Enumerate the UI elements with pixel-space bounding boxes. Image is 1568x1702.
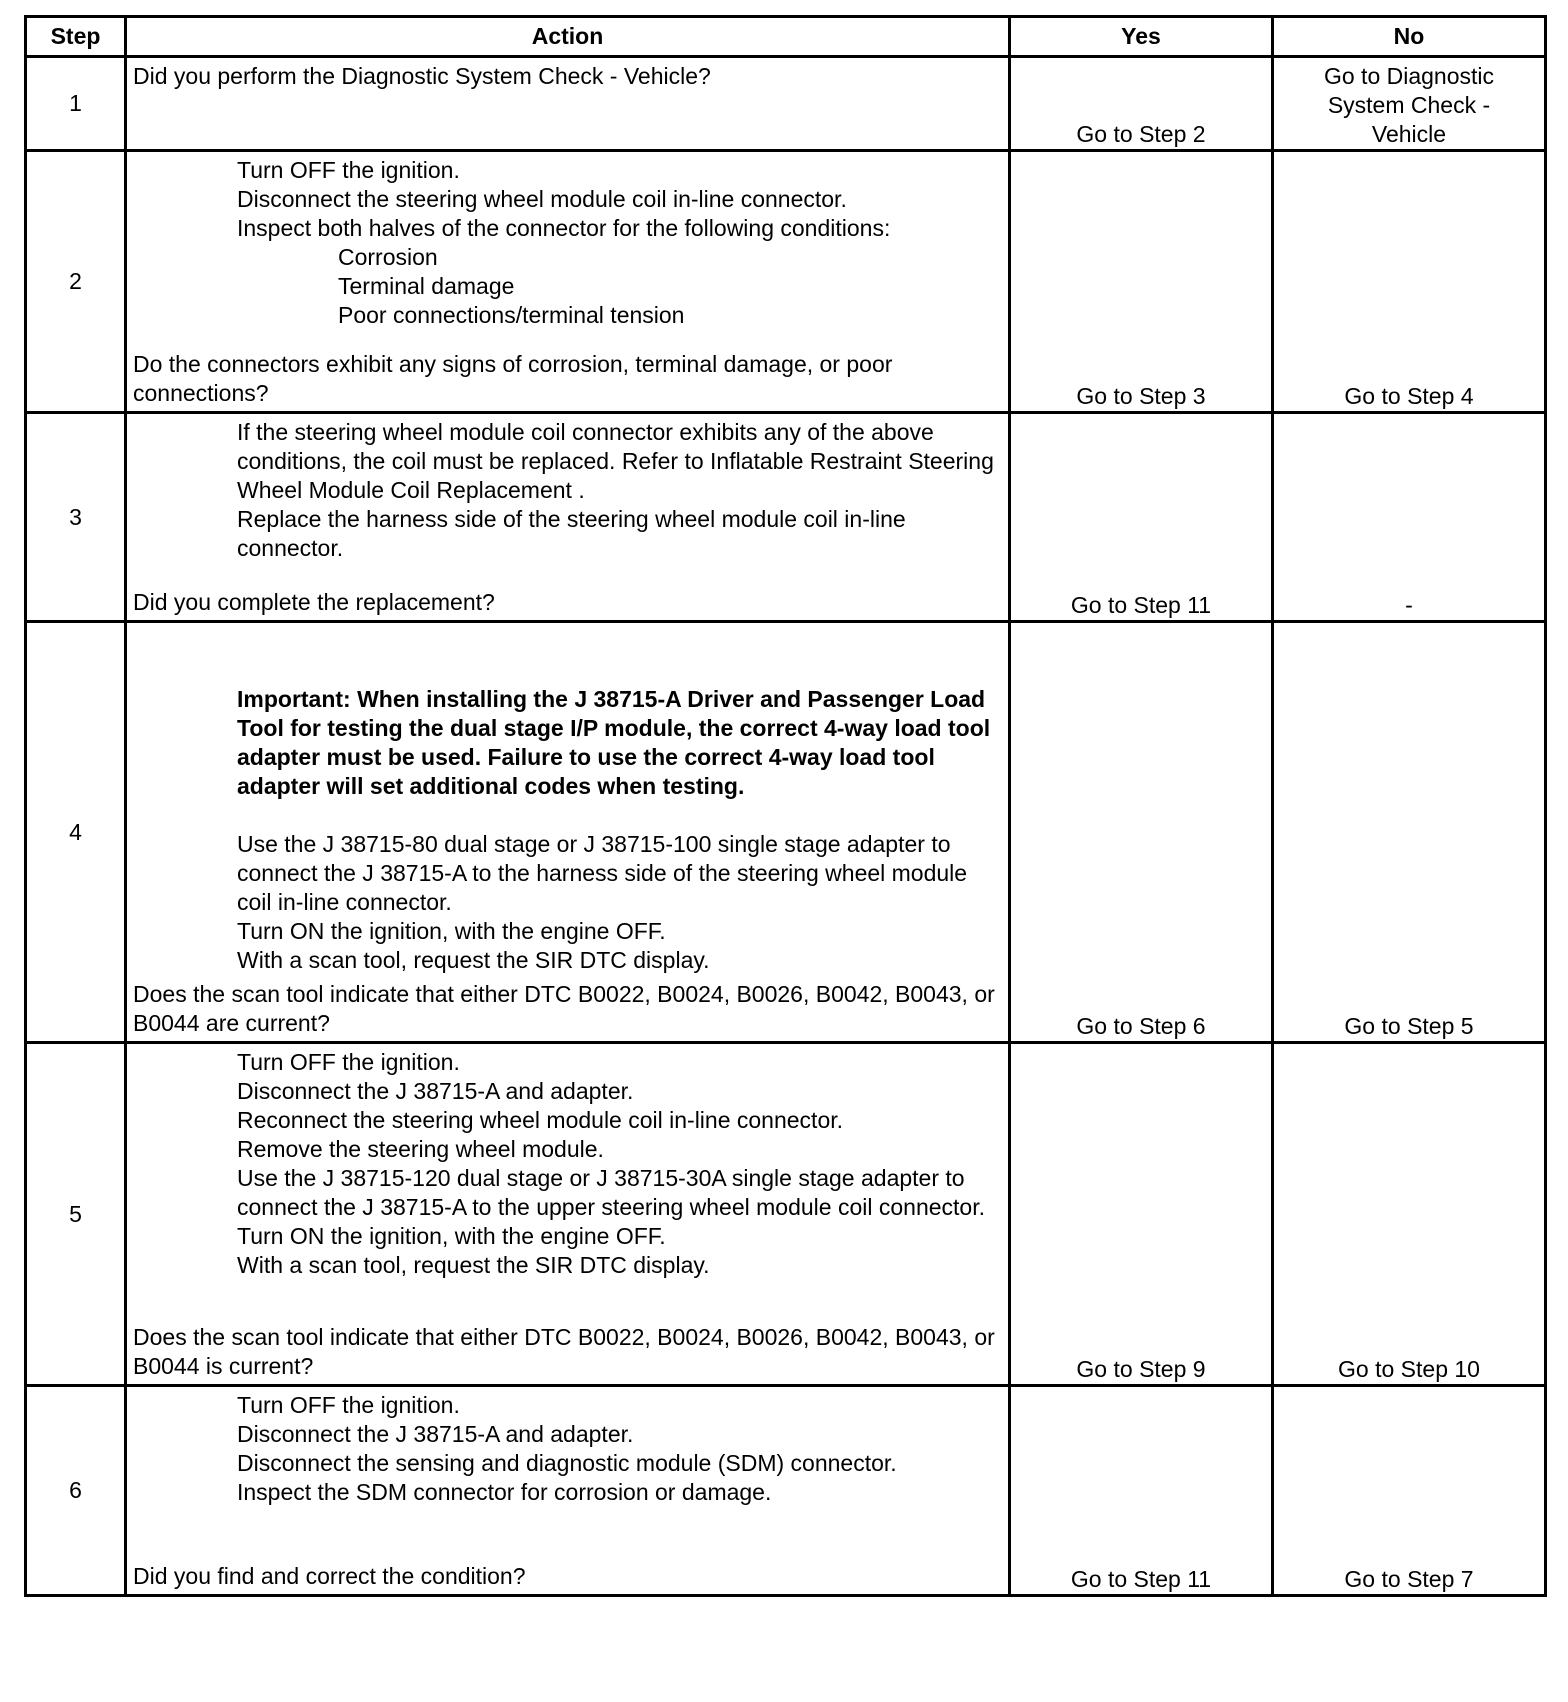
table-header-row bbox=[26, 17, 1546, 57]
no-result-text: Go to Diagnostic System Check - Vehicle bbox=[1323, 63, 1495, 147]
no-result: Go to Step 10 bbox=[1273, 1043, 1546, 1386]
action-item: Inspect both halves of the connector for the following conditions: bbox=[237, 215, 891, 241]
action-item: With a scan tool, request the SIR DTC display. bbox=[237, 947, 710, 973]
question-text: Did you find and correct the condition? bbox=[133, 1563, 526, 1589]
question-text: Does the scan tool indicate that either DTC B0022, B0024, B0026, B0042, B0043, or B0044 is current? bbox=[133, 1324, 995, 1379]
action-item: Inspect the SDM connector for corrosion or damage. bbox=[237, 1479, 772, 1505]
question-text: Does the scan tool indicate that either DTC B0022, B0024, B0026, B0042, B0043, or B0044 are current? bbox=[133, 981, 995, 1036]
header-yes: Yes bbox=[1010, 17, 1273, 57]
action-cell bbox=[126, 413, 1010, 622]
yes-result: Go to Step 3 bbox=[1010, 151, 1273, 413]
no-result: - bbox=[1273, 413, 1546, 622]
action-item: If the steering wheel module coil connector exhibits any of the above conditions, the coil must be replaced. Refer to Inflatable Restraint Steering Wheel Module Coil Replacement . bbox=[237, 419, 994, 503]
diagnostic-table bbox=[24, 15, 1547, 1597]
table-row-step-4 bbox=[26, 622, 1546, 1043]
action-item: Use the J 38715-120 dual stage or J 38715-30A single stage adapter to connect the J 38715-A to the upper steering wheel module coil connector. bbox=[237, 1165, 985, 1220]
action-item: Replace the harness side of the steering wheel module coil in-line connector. bbox=[237, 506, 906, 561]
action-item: Disconnect the sensing and diagnostic module (SDM) connector. bbox=[237, 1450, 897, 1476]
action-cell bbox=[126, 151, 1010, 413]
diagnostic-table-sheet bbox=[24, 15, 1544, 1597]
action-cell bbox=[126, 1386, 1010, 1596]
condition-item: Poor connections/terminal tension bbox=[338, 302, 685, 328]
condition-list bbox=[237, 243, 1004, 330]
action-list bbox=[133, 1048, 1004, 1280]
no-result bbox=[1273, 57, 1546, 151]
action-item: Remove the steering wheel module. bbox=[237, 1136, 604, 1162]
condition-item: Corrosion bbox=[338, 244, 438, 270]
action-item: Disconnect the J 38715-A and adapter. bbox=[237, 1078, 634, 1104]
action-list bbox=[133, 627, 1004, 975]
yes-result: Go to Step 11 bbox=[1010, 413, 1273, 622]
action-cell bbox=[126, 622, 1010, 1043]
action-item: Turn ON the ignition, with the engine OFF. bbox=[237, 918, 666, 944]
header-no: No bbox=[1273, 17, 1546, 57]
table-row-step-6 bbox=[26, 1386, 1546, 1596]
header-step: Step bbox=[26, 17, 126, 57]
important-note: Important: When installing the J 38715-A Driver and Passenger Load Tool for testing the dual stage I/P module, the correct 4-way load tool adapter must be used. Failure to use the correct 4-way load tool adapter will set additional codes when testing. bbox=[237, 686, 991, 799]
action-item: Turn ON the ignition, with the engine OFF. bbox=[237, 1223, 666, 1249]
no-result: Go to Step 5 bbox=[1273, 622, 1546, 1043]
action-item: Turn OFF the ignition. bbox=[237, 1049, 460, 1075]
yes-result: Go to Step 11 bbox=[1010, 1386, 1273, 1596]
no-result: Go to Step 4 bbox=[1273, 151, 1546, 413]
question-text: Do the connectors exhibit any signs of corrosion, terminal damage, or poor connections? bbox=[133, 351, 893, 406]
action-item: Reconnect the steering wheel module coil in-line connector. bbox=[237, 1107, 844, 1133]
step-number: 6 bbox=[26, 1386, 126, 1596]
action-list bbox=[133, 1391, 1004, 1507]
no-result: Go to Step 7 bbox=[1273, 1386, 1546, 1596]
step-number: 2 bbox=[26, 151, 126, 413]
action-cell bbox=[126, 57, 1010, 151]
action-item: Use the J 38715-80 dual stage or J 38715-100 single stage adapter to connect the J 38715-A to the harness side of the steering wheel module coil in-line connector. bbox=[237, 831, 968, 915]
action-item: Disconnect the steering wheel module coil in-line connector. bbox=[237, 186, 847, 212]
condition-item: Terminal damage bbox=[338, 273, 515, 299]
table-row-step-3 bbox=[26, 413, 1546, 622]
action-cell bbox=[126, 1043, 1010, 1386]
action-list bbox=[133, 418, 1004, 563]
question-text: Did you complete the replacement? bbox=[133, 589, 495, 615]
question-text: Did you perform the Diagnostic System Check - Vehicle? bbox=[133, 63, 711, 89]
action-item: Disconnect the J 38715-A and adapter. bbox=[237, 1421, 634, 1447]
action-list bbox=[133, 156, 1004, 330]
table-row-step-2 bbox=[26, 151, 1546, 413]
yes-result: Go to Step 2 bbox=[1010, 57, 1273, 151]
step-number: 4 bbox=[26, 622, 126, 1043]
action-item: Turn OFF the ignition. bbox=[237, 157, 460, 183]
table-row-step-5 bbox=[26, 1043, 1546, 1386]
table-row-step-1 bbox=[26, 57, 1546, 151]
step-number: 3 bbox=[26, 413, 126, 622]
yes-result: Go to Step 9 bbox=[1010, 1043, 1273, 1386]
action-item: Turn OFF the ignition. bbox=[237, 1392, 460, 1418]
action-item: With a scan tool, request the SIR DTC display. bbox=[237, 1252, 710, 1278]
step-number: 1 bbox=[26, 57, 126, 151]
step-number: 5 bbox=[26, 1043, 126, 1386]
yes-result: Go to Step 6 bbox=[1010, 622, 1273, 1043]
header-action: Action bbox=[126, 17, 1010, 57]
